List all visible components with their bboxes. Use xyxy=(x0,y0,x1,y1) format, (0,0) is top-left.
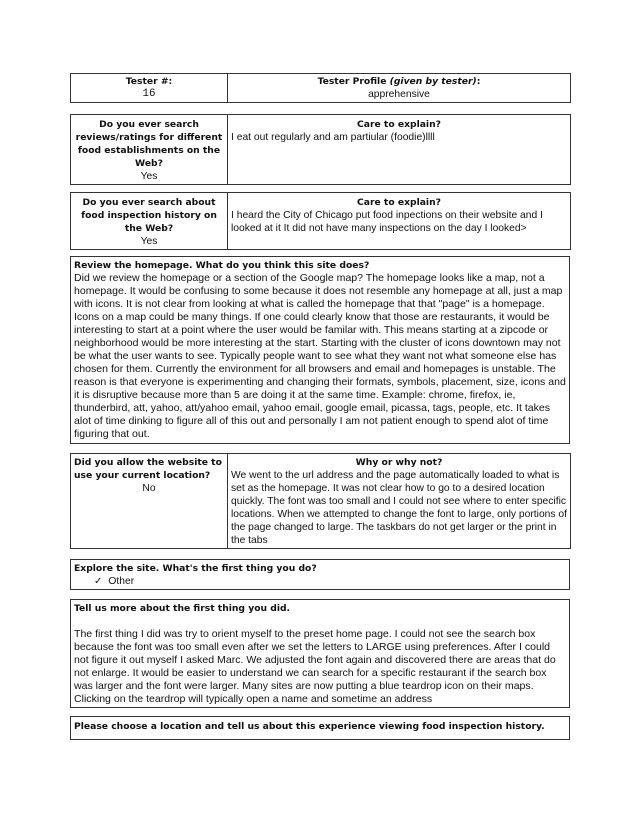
reviews-explain-label: Care to explain? xyxy=(357,119,441,130)
inspection-question: Do you ever search about food inspection history on the Web? xyxy=(81,197,217,234)
explore-row xyxy=(71,560,570,590)
explore-cell xyxy=(71,560,570,590)
inspection-row xyxy=(71,193,571,250)
checkmark-icon: ✓ xyxy=(94,576,103,587)
tester-profile-label-italic: (given by tester) xyxy=(389,76,477,87)
tester-row xyxy=(71,74,571,103)
homepage-answer: Did we review the homepage or a section of the Google map? The homepage looks like a map, not a homepage. It would be confusing to some because it does not resemble any homepage at all, just a map with icons. It is not clear from looking at what is called the homepage that that "page" is a homepage. Icons on a map could be many things. If one could clearly know that those are restaurants, it would be interesting to start at a point where the user would be familar with. This means starting at a zipcode or neighborhood would be more interesting at the start. Starting with the cluster of icons downtown may not be what the user wants to see. Typically people want to see what they want not what someone else has chosen for them. Currently the environment for all browsers and email and homepages is unstable. The reason is that everyone is experimenting and changing their formats, symbols, placement, size, icons and it is disruptive because more than 5 are doing it at the same time. Example: chrome, firefox, ie, thunderbird, att, yahoo, att/yahoo email, yahoo email, google email, picassa, tags, people, etc. It takes alot of time dinking to figure all of this out and personally I am not patient enough to spend alot of time figuring that out. xyxy=(74,272,566,440)
tester-number-cell xyxy=(71,74,228,103)
inspection-explain-text: I heard the City of Chicago put food inpections on their website and I looked at it It did not have many inspections on the day I looked> xyxy=(231,210,543,234)
location-table xyxy=(70,453,571,549)
homepage-question: Review the homepage. What do you think this site does? xyxy=(74,260,370,271)
homepage-row xyxy=(71,257,570,444)
tester-profile-label: Tester Profile xyxy=(317,76,390,87)
inspection-explain-label: Care to explain? xyxy=(357,197,441,208)
tester-profile-colon: : xyxy=(476,76,481,87)
homepage-table xyxy=(70,256,570,444)
explore-question: Explore the site. What's the first thing you do? xyxy=(74,563,317,574)
choose-location-row xyxy=(71,717,570,740)
location-question-cell xyxy=(71,454,228,549)
reviews-table xyxy=(70,114,571,185)
location-answer: No xyxy=(142,483,156,494)
location-question: Did you allow the website to use your current location? xyxy=(74,457,222,481)
first-thing-spacer xyxy=(74,615,566,628)
tester-profile-value: apprehensive xyxy=(368,89,430,100)
inspection-table xyxy=(70,192,571,250)
reviews-question-cell xyxy=(71,115,228,185)
choose-location-table xyxy=(70,716,570,740)
inspection-explain-cell xyxy=(228,193,571,250)
reviews-row xyxy=(71,115,571,185)
location-explain-label: Why or why not? xyxy=(355,457,443,468)
first-thing-row xyxy=(71,600,570,708)
inspection-answer: Yes xyxy=(140,236,158,247)
explore-answer-line xyxy=(74,575,566,588)
reviews-explain-cell xyxy=(228,115,571,185)
location-explain-cell xyxy=(228,454,571,549)
homepage-cell xyxy=(71,257,570,444)
location-explain-text: We went to the url address and the page automatically loaded to what is set as the homepage. It was not clear how to go to a desired location quickly. The font was too small and I could not see where to enter specific locations. When we attempted to change the font to large, only portions of the page changed to large. The taskbars do not get larger or the print in the tabs xyxy=(231,470,567,546)
first-thing-answer: The first thing I did was try to orient myself to the preset home page. I could not see the search box because the font was too small even after we set the letters to LARGE using preferences. After I could not figure it out myself I asked Marc. We adjusted the font again and discovered there are areas that do not enlarge. It would be easier to understand we can search for a specific restaurant if the search box was larger and the font were larger. Many sites are now putting a blue teardrop icon on their maps. Clicking on the teardrop will typically open a name and sometime an address xyxy=(74,628,556,705)
explore-answer: Other xyxy=(108,576,135,587)
reviews-answer: Yes xyxy=(140,171,158,182)
explore-table xyxy=(70,559,570,590)
tester-number-label: Tester #: xyxy=(125,76,173,87)
reviews-question: Do you ever search reviews/ratings for different food establishments on the Web? xyxy=(75,119,223,169)
tester-table xyxy=(70,73,571,103)
choose-location-question: Please choose a location and tell us about this experience viewing food inspection history. xyxy=(74,721,545,732)
first-thing-question: Tell us more about the first thing you did. xyxy=(74,603,291,614)
tester-profile-heading xyxy=(231,75,567,88)
reviews-explain-text: I eat out regularly and am partiular (foodie)llll xyxy=(231,132,435,143)
location-row xyxy=(71,454,571,549)
first-thing-table xyxy=(70,599,570,708)
inspection-question-cell xyxy=(71,193,228,250)
tester-number-value: 16 xyxy=(142,88,156,100)
first-thing-cell xyxy=(71,600,570,708)
tester-profile-cell xyxy=(228,74,571,103)
choose-location-cell xyxy=(71,717,570,740)
